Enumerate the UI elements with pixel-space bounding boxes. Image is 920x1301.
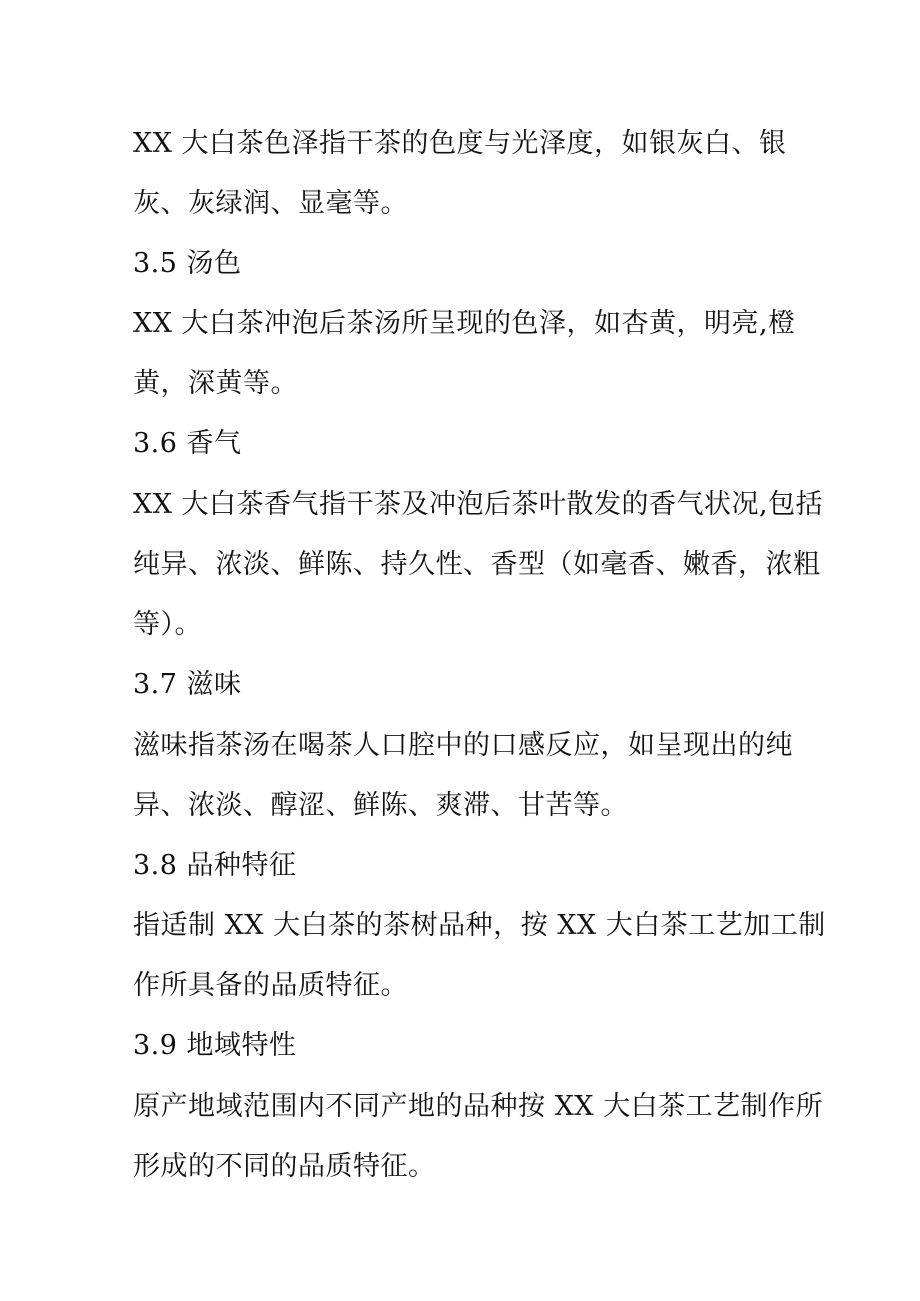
taste-paragraph-line-2: 异、浓淡、醇涩、鲜陈、爽滞、甘苦等。 [133, 790, 628, 821]
aroma-paragraph-line-1: XX 大白茶香气指干茶及冲泡后茶叶散发的香气状况,包括 [133, 489, 824, 520]
variety-paragraph-line-2: 作所具备的品质特征。 [133, 970, 408, 1001]
color-paragraph-line-1: XX 大白茶色泽指干茶的色度与光泽度，如银灰白、银 [133, 128, 787, 159]
section-heading-3-5: 3.5 汤色 [133, 248, 242, 279]
variety-paragraph-line-1: 指适制 XX 大白茶的茶树品种，按 XX 大白茶工艺加工制 [133, 910, 826, 941]
taste-paragraph-line-1: 滋味指茶汤在喝茶人口腔中的口感反应，如呈现出的纯 [133, 730, 793, 761]
region-paragraph-line-1: 原产地域范围内不同产地的品种按 XX 大白茶工艺制作所 [133, 1091, 824, 1122]
section-heading-3-8: 3.8 品种特征 [133, 850, 297, 881]
section-heading-3-6: 3.6 香气 [133, 428, 242, 459]
soup-paragraph-line-2: 黄，深黄等。 [133, 368, 298, 399]
color-paragraph-line-2: 灰、灰绿润、显毫等。 [133, 188, 408, 219]
aroma-paragraph-line-2: 纯异、浓淡、鲜陈、持久性、香型（如毫香、嫩香，浓粗 [133, 549, 821, 580]
aroma-paragraph-line-3: 等）。 [133, 609, 202, 640]
region-paragraph-line-2: 形成的不同的品质特征。 [133, 1151, 436, 1182]
section-heading-3-9: 3.9 地域特性 [133, 1030, 297, 1061]
soup-paragraph-line-1: XX 大白茶冲泡后茶汤所呈现的色泽，如杏黄，明亮,橙 [133, 308, 796, 339]
section-heading-3-7: 3.7 滋味 [133, 669, 242, 700]
